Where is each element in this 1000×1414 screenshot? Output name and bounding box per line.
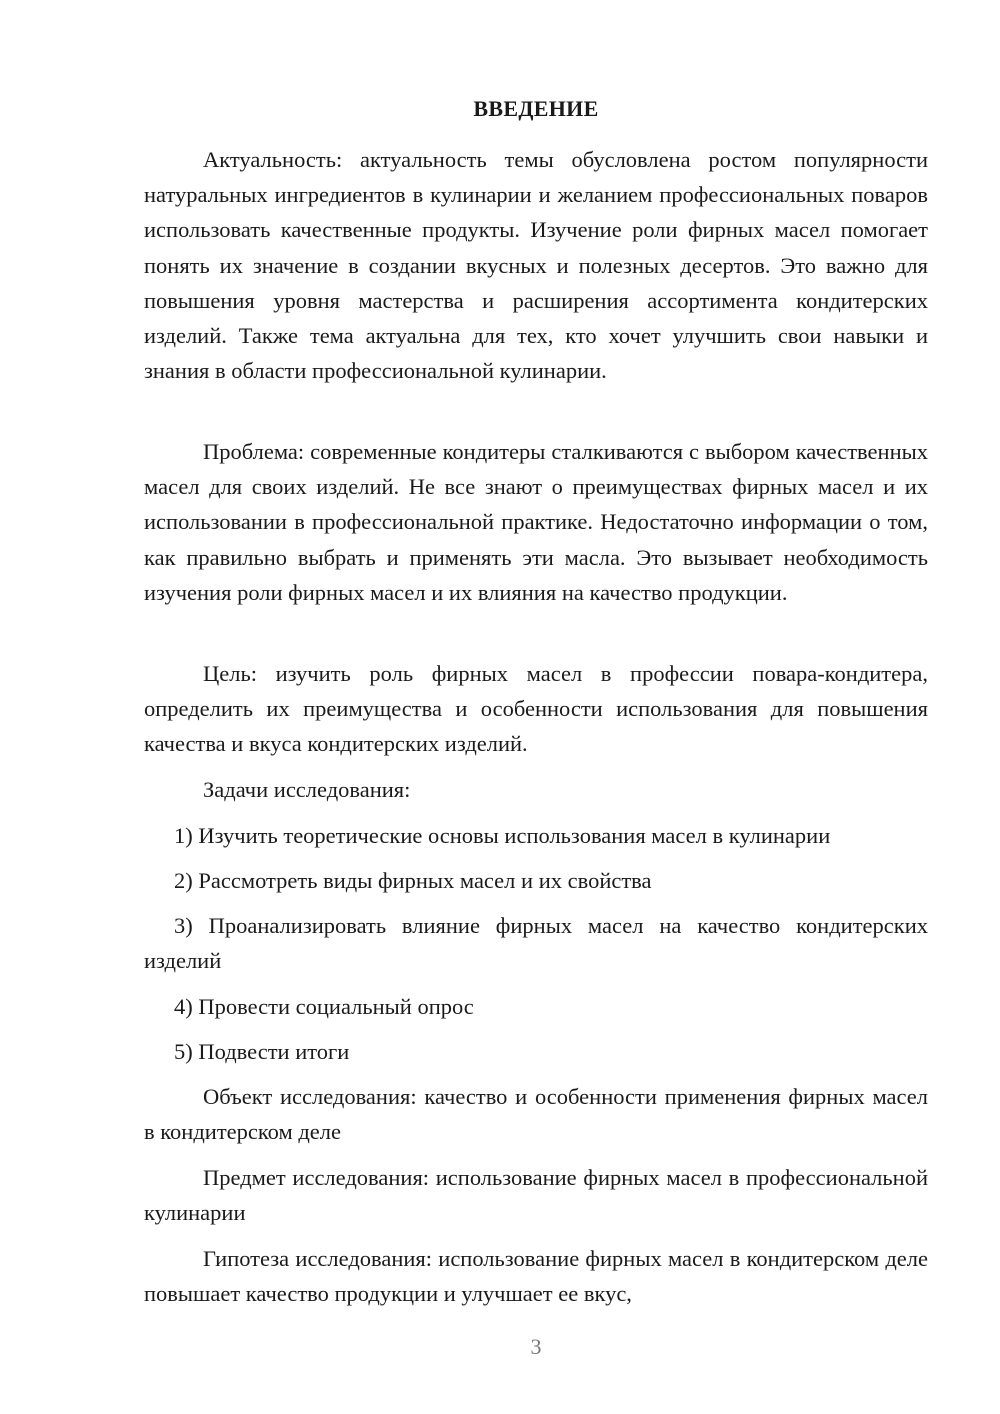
tasks-heading: Задачи исследования: <box>203 777 411 802</box>
task-item-2: 2) Рассмотреть виды фирных масел и их свойства <box>174 868 652 893</box>
task-item-5: 5) Подвести итоги <box>174 1039 350 1064</box>
paragraph-problem: Проблема: современные кондитеры сталкиваются с выбором качественных масел для своих изделий. Не все знают о преимуществах фирных масел и их использовании в профессиональной практике. Недостаточно информации о том, как правильно выбрать и применять эти масла. Это вызывает необходимость изучения роли фирных масел и их влияния на качество продукции. <box>144 439 928 605</box>
paragraph-relevance: Актуальность: актуальность темы обусловлена ростом популярности натуральных ингредиентов в кулинарии и желанием профессиональных поваров использовать качественные продукты. Изучение роли фирных масел помогает понять их значение в создании вкусных и полезных десертов. Это важно для повышения уровня мастерства и расширения ассортимента кондитерских изделий. Также тема актуальна для тех, кто хочет улучшить свои навыки и знания в области профессиональной кулинарии. <box>144 147 928 384</box>
page-title: ВВЕДЕНИЕ <box>473 96 599 121</box>
paragraph-object: Объект исследования: качество и особенности применения фирных масел в кондитерском деле <box>144 1084 928 1145</box>
task-item-4: 4) Провести социальный опрос <box>174 994 474 1019</box>
paragraph-goal: Цель: изучить роль фирных масел в профессии повара-кондитера, определить их преимущества и особенности использования для повышения качества и вкуса кондитерских изделий. <box>144 661 928 757</box>
task-item-3: 3) Проанализировать влияние фирных масел на качество кондитерских изделий <box>144 913 928 974</box>
task-item-1: 1) Изучить теоретические основы использования масел в кулинарии <box>174 823 831 848</box>
paragraph-hypothesis: Гипотеза исследования: использование фирных масел в кондитерском деле повышает качество продукции и улучшает ее вкус, <box>144 1246 928 1307</box>
paragraph-subject: Предмет исследования: использование фирных масел в профессиональной кулинарии <box>144 1165 928 1226</box>
page-number: 3 <box>530 1334 542 1359</box>
